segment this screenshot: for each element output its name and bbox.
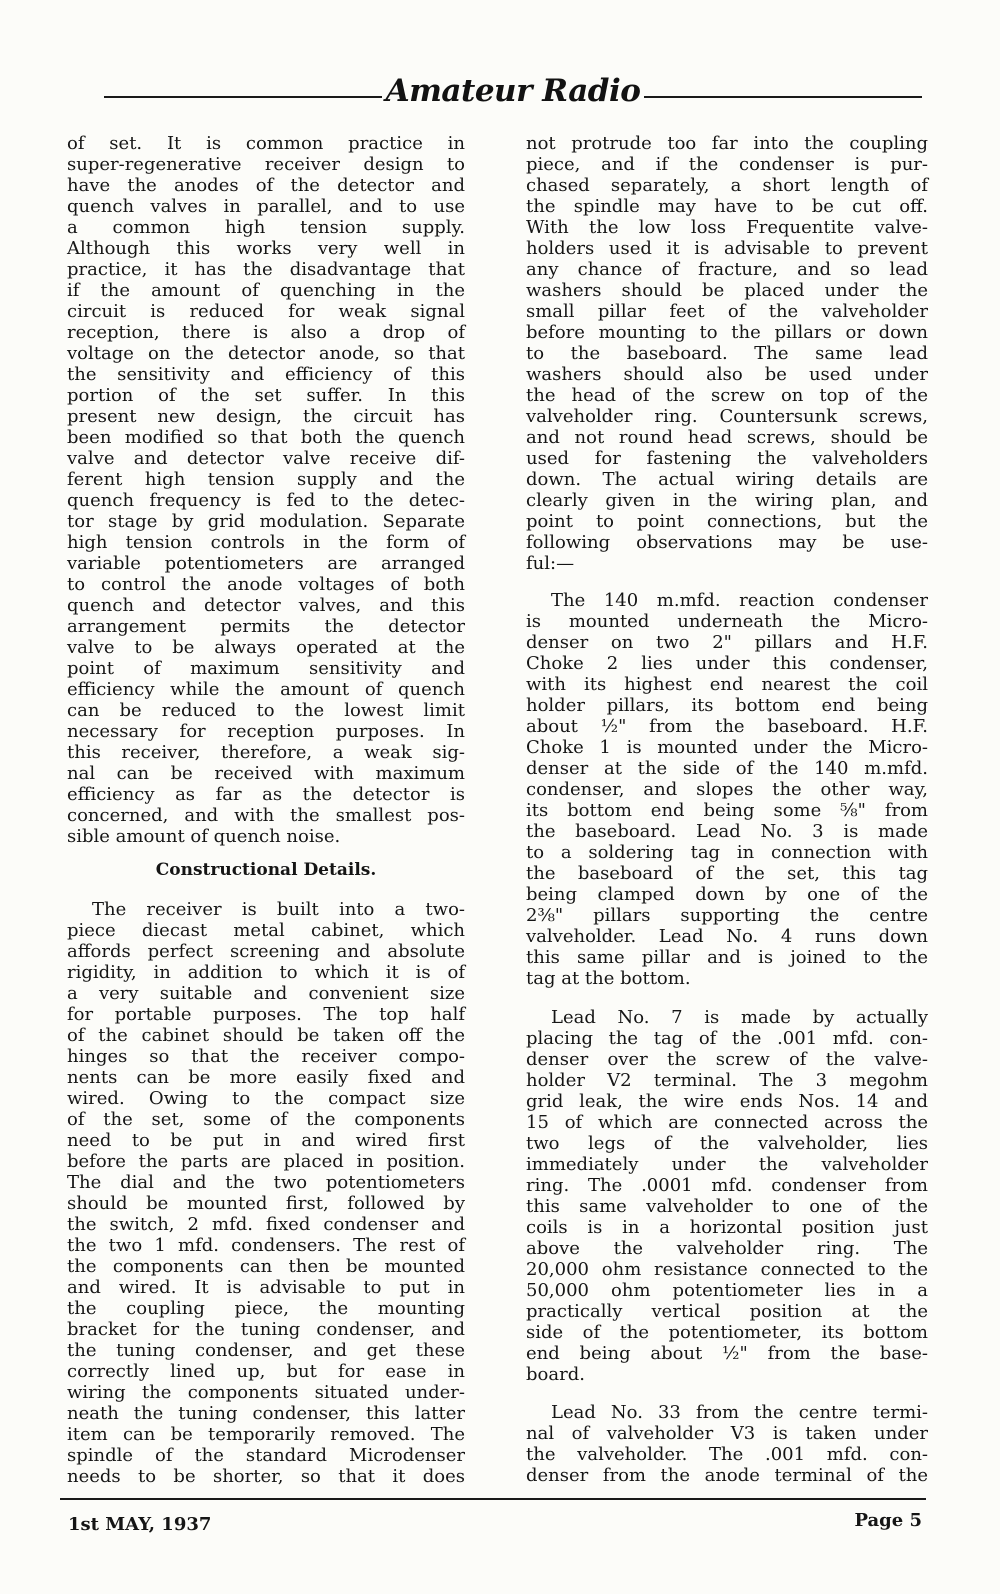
text-line: the valveholder. The .001 mfd. con- <box>526 1444 928 1465</box>
text-line: piece, and if the condenser is pur- <box>526 154 928 175</box>
text-line: not protrude too far into the coupling <box>526 133 928 154</box>
text-line: before mounting to the pillars or down <box>526 322 928 343</box>
text-line: variable potentiometers are arranged <box>67 553 465 574</box>
masthead-rule-left <box>104 96 382 98</box>
text-line: With the low loss Frequentite valve- <box>526 217 928 238</box>
text-line: board. <box>526 1364 585 1385</box>
text-line: Lead No. 7 is made by actually <box>551 1007 928 1028</box>
text-line: should be mounted first, followed by <box>67 1193 465 1214</box>
left-column <box>67 133 465 1487</box>
text-line: washers should also be used under <box>526 364 928 385</box>
text-line: tag at the bottom. <box>526 968 691 989</box>
text-line: following observations may be use- <box>526 532 928 553</box>
text-line: can be reduced to the lowest limit <box>67 700 465 721</box>
text-line: denser at the side of the 140 m.mfd. <box>526 758 928 779</box>
text-line: bracket for the tuning condenser, and <box>67 1319 465 1340</box>
text-line: holder pillars, its bottom end being <box>526 695 928 716</box>
masthead <box>104 70 922 112</box>
text-line: Lead No. 33 from the centre termi- <box>551 1402 928 1423</box>
text-line: this same pillar and is joined to the <box>526 947 928 968</box>
paragraph <box>526 1402 928 1486</box>
text-line: clearly given in the wiring plan, and <box>526 490 928 511</box>
text-line: coils is in a horizontal position just <box>526 1217 928 1238</box>
text-line: concerned, and with the smallest pos- <box>67 805 465 826</box>
text-line: the tuning condenser, and get these <box>67 1340 465 1361</box>
text-line: neath the tuning condenser, this latter <box>67 1403 465 1424</box>
text-line: the baseboard. Lead No. 3 is made <box>526 821 928 842</box>
paragraph <box>526 133 928 574</box>
right-column <box>526 133 928 1486</box>
text-line: The 140 m.mfd. reaction condenser <box>551 590 928 611</box>
text-line: denser on two 2" pillars and H.F. <box>526 632 928 653</box>
masthead-logo: Amateur Radio <box>385 73 641 109</box>
text-line: to control the anode voltages of both <box>67 574 465 595</box>
text-line: washers should be placed under the <box>526 280 928 301</box>
text-line: if the amount of quenching in the <box>67 280 465 301</box>
text-line: immediately under the valveholder <box>526 1154 928 1175</box>
text-line: nents can be more easily fixed and <box>67 1067 465 1088</box>
text-line: above the valveholder ring. The <box>526 1238 928 1259</box>
text-line: to the baseboard. The same lead <box>526 343 928 364</box>
text-line: holder V2 terminal. The 3 megohm <box>526 1070 928 1091</box>
text-line: the components can then be mounted <box>67 1256 465 1277</box>
text-line: necessary for reception purposes. In <box>67 721 465 742</box>
text-line: quench frequency is fed to the detec- <box>67 490 465 511</box>
text-line: this same valveholder to one of the <box>526 1196 928 1217</box>
paragraph <box>67 899 465 1487</box>
text-line: a common high tension supply. <box>67 217 465 238</box>
text-line: voltage on the detector anode, so that <box>67 343 465 364</box>
text-line: The dial and the two potentiometers <box>67 1172 465 1193</box>
text-line: sible amount of quench noise. <box>67 826 341 847</box>
text-line: nal of valveholder V3 is taken under <box>526 1423 928 1444</box>
text-line: 15 of which are connected across the <box>526 1112 928 1133</box>
text-line: being clamped down by one of the <box>526 884 928 905</box>
text-line: is mounted underneath the Micro- <box>526 611 928 632</box>
text-line: efficiency as far as the detector is <box>67 784 465 805</box>
section-heading: Constructional Details. <box>155 860 377 880</box>
text-line: tor stage by grid modulation. Separate <box>67 511 465 532</box>
issue-date: 1st MAY, 1937 <box>68 1514 212 1535</box>
text-line: of set. It is common practice in <box>67 133 465 154</box>
text-line: ring. The .0001 mfd. condenser from <box>526 1175 928 1196</box>
text-line: needs to be shorter, so that it does <box>67 1466 465 1487</box>
text-line: and not round head screws, should be <box>526 427 928 448</box>
masthead-rule-right <box>644 96 922 98</box>
footer-rule <box>60 1498 926 1500</box>
text-line: the switch, 2 mfd. fixed condenser and <box>67 1214 465 1235</box>
paragraph <box>526 1007 928 1385</box>
text-line: the spindle may have to be cut off. <box>526 196 928 217</box>
text-line: have the anodes of the detector and <box>67 175 465 196</box>
text-line: circuit is reduced for weak signal <box>67 301 465 322</box>
text-line: quench valves in parallel, and to use <box>67 196 465 217</box>
text-line: grid leak, the wire ends Nos. 14 and <box>526 1091 928 1112</box>
text-line: its bottom end being some ⅝" from <box>526 800 928 821</box>
text-line: reception, there is also a drop of <box>67 322 465 343</box>
text-line: point to point connections, but the <box>526 511 928 532</box>
text-line: arrangement permits the detector <box>67 616 465 637</box>
text-line: affords perfect screening and absolute <box>67 941 465 962</box>
text-line: used for fastening the valveholders <box>526 448 928 469</box>
text-line: small pillar feet of the valveholder <box>526 301 928 322</box>
text-line: valve to be always operated at the <box>67 637 465 658</box>
text-line: nal can be received with maximum <box>67 763 465 784</box>
text-line: a very suitable and convenient size <box>67 983 465 1004</box>
text-line: hinges so that the receiver compo- <box>67 1046 465 1067</box>
page-number: Page 5 <box>854 1510 922 1531</box>
text-line: chased separately, a short length of <box>526 175 928 196</box>
text-line: holders used it is advisable to prevent <box>526 238 928 259</box>
text-line: the coupling piece, the mounting <box>67 1298 465 1319</box>
text-line: ferent high tension supply and the <box>67 469 465 490</box>
text-line: before the parts are placed in position. <box>67 1151 465 1172</box>
text-line: condenser, and slopes the other way, <box>526 779 928 800</box>
text-line: the head of the screw on top of the <box>526 385 928 406</box>
text-line: portion of the set suffer. In this <box>67 385 465 406</box>
text-line: practically vertical position at the <box>526 1301 928 1322</box>
text-line: spindle of the standard Microdenser <box>67 1445 465 1466</box>
text-line: any chance of fracture, and so lead <box>526 259 928 280</box>
text-line: efficiency while the amount of quench <box>67 679 465 700</box>
text-line: The receiver is built into a two- <box>92 899 465 920</box>
text-line: side of the potentiometer, its bottom <box>526 1322 928 1343</box>
text-line: 20,000 ohm resistance connected to the <box>526 1259 928 1280</box>
text-line: valveholder. Lead No. 4 runs down <box>526 926 928 947</box>
paragraph <box>526 590 928 989</box>
text-line: about ½" from the baseboard. H.F. <box>526 716 928 737</box>
text-line: correctly lined up, but for ease in <box>67 1361 465 1382</box>
text-line: been modified so that both the quench <box>67 427 465 448</box>
text-line: Choke 1 is mounted under the Micro- <box>526 737 928 758</box>
text-line: practice, it has the disadvantage that <box>67 259 465 280</box>
text-line: end being about ½" from the base- <box>526 1343 928 1364</box>
text-line: wired. Owing to the compact size <box>67 1088 465 1109</box>
text-line: down. The actual wiring details are <box>526 469 928 490</box>
text-line: this receiver, therefore, a weak sig- <box>67 742 465 763</box>
text-line: wiring the components situated under- <box>67 1382 465 1403</box>
text-line: high tension controls in the form of <box>67 532 465 553</box>
text-line: quench and detector valves, and this <box>67 595 465 616</box>
text-line: item can be temporarily removed. The <box>67 1424 465 1445</box>
text-line: valve and detector valve receive dif- <box>67 448 465 469</box>
text-line: the sensitivity and efficiency of this <box>67 364 465 385</box>
text-line: denser from the anode terminal of the <box>526 1465 928 1486</box>
text-line: to a soldering tag in connection with <box>526 842 928 863</box>
text-line: with its highest end nearest the coil <box>526 674 928 695</box>
text-line: and wired. It is advisable to put in <box>67 1277 465 1298</box>
text-line: denser over the screw of the valve- <box>526 1049 928 1070</box>
text-line: two legs of the valveholder, lies <box>526 1133 928 1154</box>
text-line: the baseboard of the set, this tag <box>526 863 928 884</box>
text-line: 2⅜" pillars supporting the centre <box>526 905 928 926</box>
paragraph <box>67 133 465 847</box>
text-line: need to be put in and wired first <box>67 1130 465 1151</box>
text-line: present new design, the circuit has <box>67 406 465 427</box>
text-line: rigidity, in addition to which it is of <box>67 962 465 983</box>
text-line: for portable purposes. The top half <box>67 1004 465 1025</box>
text-line: placing the tag of the .001 mfd. con- <box>526 1028 928 1049</box>
text-line: Choke 2 lies under this condenser, <box>526 653 928 674</box>
text-line: of the set, some of the components <box>67 1109 465 1130</box>
text-line: point of maximum sensitivity and <box>67 658 465 679</box>
text-line: of the cabinet should be taken off the <box>67 1025 465 1046</box>
text-line: piece diecast metal cabinet, which <box>67 920 465 941</box>
text-line: Although this works very well in <box>67 238 465 259</box>
text-line: valveholder ring. Countersunk screws, <box>526 406 928 427</box>
text-line: super-regenerative receiver design to <box>67 154 465 175</box>
text-line: ful:— <box>526 553 575 574</box>
text-line: 50,000 ohm potentiometer lies in a <box>526 1280 928 1301</box>
text-line: the two 1 mfd. condensers. The rest of <box>67 1235 465 1256</box>
